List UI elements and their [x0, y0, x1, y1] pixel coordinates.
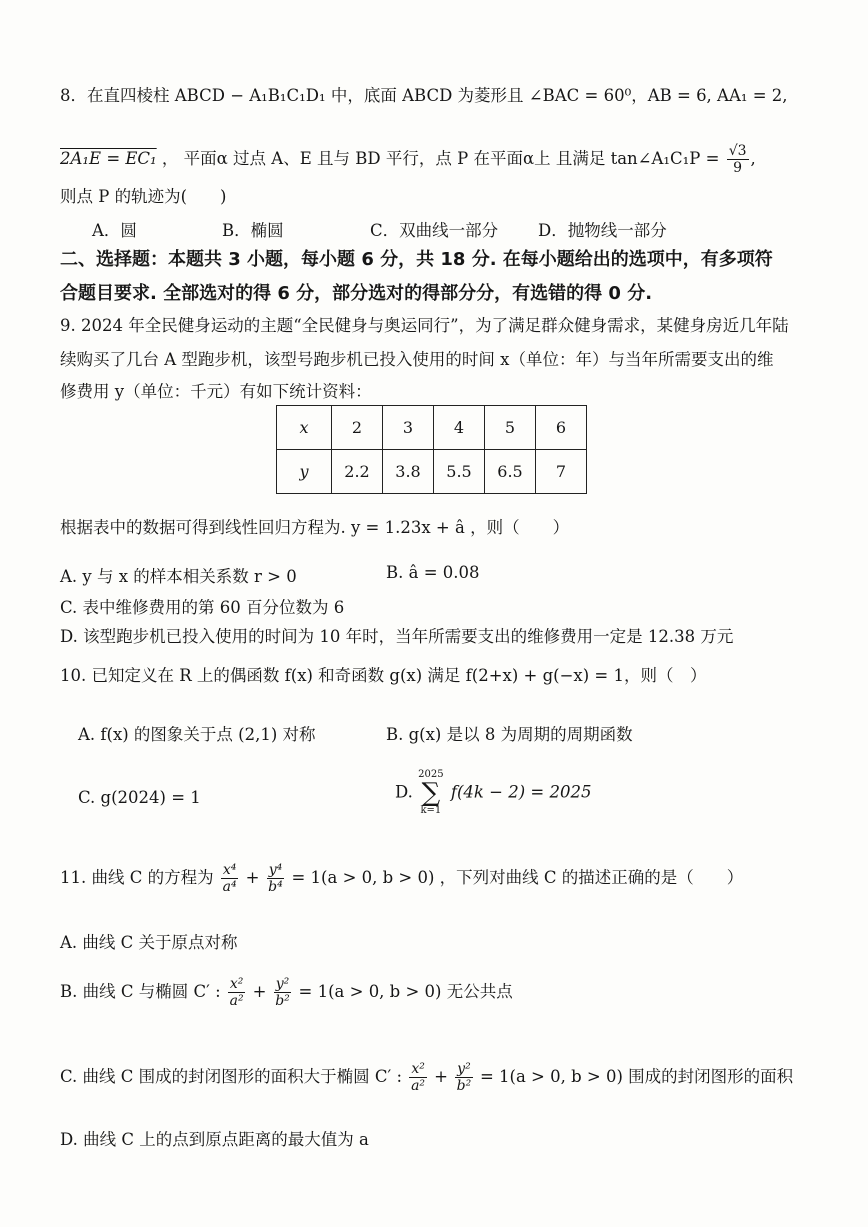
q9-line1: 9. 2024 年全民健身运动的主题“全民健身与奥运同行”，为了满足群众健身需求，某健身房近几年陆 — [60, 316, 789, 335]
ellipse-plus: + — [434, 1067, 448, 1087]
q11-fraction-x — [221, 862, 239, 895]
q11-option-d: D. 曲线 C 上的点到原点距离的最大值为 a — [60, 1130, 369, 1149]
q9-option-a: A. y 与 x 的样本相关系数 r > 0 — [60, 567, 297, 586]
q11-option-b-pre: B. 曲线 C 与椭圆 C′ : — [60, 982, 221, 1002]
q11-fraction-y-den: b⁴ — [268, 879, 283, 896]
ellipse-fraction-y-den: b² — [456, 1078, 472, 1095]
q9-option-c: C. 表中维修费用的第 60 百分位数为 6 — [60, 598, 345, 617]
q10-option-d-expression: f(4k − 2) = 2025 — [450, 782, 592, 802]
ellipse-fraction-x-den: a² — [411, 1078, 426, 1095]
table-cell: 3.8 — [383, 450, 434, 494]
q11-option-c-pre: C. 曲线 C 围成的封闭图形的面积大于椭圆 C′ : — [60, 1067, 403, 1087]
section2-header-line1: 二、选择题：本题共 3 小题，每小题 6 分，共 18 分. 在每小题给出的选项中，有多项符 — [60, 249, 773, 270]
q10-option-c: C. g(2024) = 1 — [78, 788, 201, 807]
q8-tan-denominator: 9 — [733, 160, 743, 177]
ellipse-fraction-y — [274, 976, 292, 1009]
ellipse-plus: + — [252, 982, 267, 1002]
table-cell: 4 — [434, 406, 485, 450]
q11-plus: + — [245, 868, 260, 888]
q10-option-d-label: D. — [395, 782, 413, 802]
summation-sign — [418, 770, 443, 816]
q11-option-c-post: = 1(a > 0, b > 0) 围成的封闭图形的面积 — [479, 1067, 794, 1087]
q8-option-b: B．椭圆 — [222, 221, 284, 240]
q11-fraction-x-num: x⁴ — [222, 862, 237, 878]
q9-option-d: D. 该型跑步机已投入使用的时间为 10 年时，当年所需要支出的维修费用一定是 12.38 万元 — [60, 627, 734, 646]
q11-stem — [60, 862, 743, 895]
q9-line3: 修费用 y（单位：千元）有如下统计资料： — [60, 382, 372, 401]
table-cell: 6.5 — [485, 450, 536, 494]
table-cell: 2 — [332, 406, 383, 450]
table-row — [277, 406, 587, 450]
ellipse-fraction-x-num: x² — [229, 976, 244, 992]
q11-option-a: A. 曲线 C 关于原点对称 — [60, 933, 238, 952]
sum-upper-limit: 2025 — [418, 769, 444, 780]
q8-line1: 8．在直四棱柱 ABCD − A₁B₁C₁D₁ 中，底面 ABCD 为菱形且 ∠BAC = 60⁰，AB = 6, AA₁ = 2, — [60, 86, 788, 105]
q10-option-d — [395, 770, 591, 816]
q9-data-table — [276, 405, 587, 494]
ellipse-fraction-x-num: x² — [411, 1061, 425, 1077]
section2-header-line2: 合题目要求. 全部选对的得 6 分，部分选对的得部分分，有选错的得 0 分. — [60, 283, 653, 304]
q11-fraction-x-den: a⁴ — [222, 879, 237, 896]
q11-option-b — [60, 976, 513, 1009]
ellipse-fraction-x-den: a² — [229, 993, 244, 1010]
ellipse-fraction-x — [409, 1061, 427, 1094]
table-row — [277, 450, 587, 494]
ellipse-fraction-y-den: b² — [275, 993, 290, 1010]
table-cell: 2.2 — [332, 450, 383, 494]
table-cell: 6 — [536, 406, 587, 450]
q9-line2: 续购买了几台 A 型跑步机，该型号跑步机已投入使用的时间 x（单位：年）与当年所需要支出的维 — [60, 350, 774, 369]
ellipse-fraction-y-num: y² — [457, 1061, 471, 1077]
ellipse-fraction-x — [228, 976, 246, 1009]
q11-stem-pre: 11. 曲线 C 的方程为 — [60, 868, 214, 888]
sum-lower-limit: k=1 — [420, 805, 442, 816]
q11-stem-post: = 1(a > 0, b > 0) ，下列对曲线 C 的描述正确的是（ ） — [291, 868, 744, 888]
q9-stem: 根据表中的数据可得到线性回归方程为. y = 1.23x + â ，则（ ） — [60, 518, 570, 537]
table-cell: 5 — [485, 406, 536, 450]
ellipse-fraction-y — [455, 1061, 473, 1094]
q8-option-d: D．抛物线一部分 — [538, 221, 667, 240]
ellipse-fraction-y-num: y² — [275, 976, 290, 992]
q8-option-c: C．双曲线一部分 — [370, 221, 499, 240]
table-cell: 5.5 — [434, 450, 485, 494]
q11-option-b-post: = 1(a > 0, b > 0) 无公共点 — [298, 982, 513, 1002]
q8-tan-fraction — [727, 143, 749, 176]
q8-line3: 则点 P 的轨迹为( ) — [60, 187, 227, 206]
q11-option-c — [60, 1061, 793, 1094]
q10-stem: 10. 已知定义在 R 上的偶函数 f(x) 和奇函数 g(x) 满足 f(2+x) + g(−x) = 1，则（ ） — [60, 666, 707, 685]
q11-fraction-y — [267, 862, 285, 895]
q10-option-b: B. g(x) 是以 8 为周期的周期函数 — [386, 725, 633, 744]
sum-symbol: ∑ — [421, 778, 441, 808]
q8-tan-numerator: √3 — [728, 143, 747, 159]
q10-option-a: A. f(x) 的图象关于点 (2,1) 对称 — [78, 725, 316, 744]
q8-line2-text: ， 平面α 过点 A、E 且与 BD 平行，点 P 在平面α上 且满足 tan∠A₁C₁P = — [161, 149, 720, 169]
q9-option-b: B. â = 0.08 — [386, 563, 480, 582]
table-cell: 3 — [383, 406, 434, 450]
q8-vector-equation: 2A₁E = EC₁ — [60, 149, 157, 169]
table-cell: y — [277, 450, 332, 494]
q11-fraction-y-num: y⁴ — [268, 862, 283, 878]
table-cell: x — [277, 406, 332, 450]
q8-option-a: A．圆 — [92, 221, 137, 240]
q8-line2: 2A₁E = EC₁ ， 平面α 过点 A、E 且与 BD 平行，点 P 在平面α上 且满足 tan∠A₁C₁P = $\frac{√3}{9}$ , — [60, 143, 756, 177]
table-cell: 7 — [536, 450, 587, 494]
